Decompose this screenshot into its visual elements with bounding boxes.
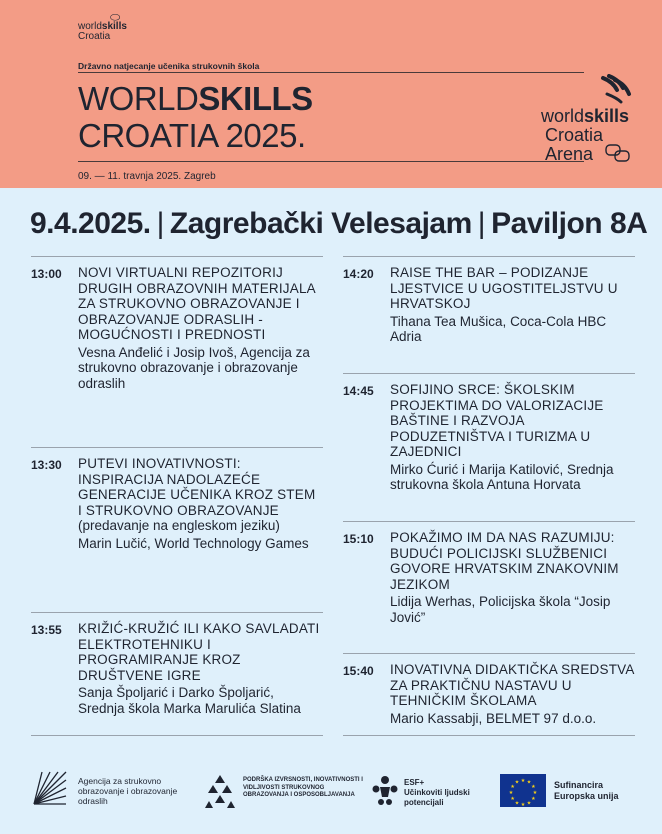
schedule-time: 13:30 — [31, 458, 62, 472]
event-title-line1: WORLDSKILLS — [78, 80, 313, 117]
svg-text:★: ★ — [514, 800, 520, 807]
talk-title: POKAŽIMO IM DA NAS RAZUMIJU: BUDUĆI POLICIJSKI SLUŽBENICI GOVORE HRVATSKIM ZNAKOVNIM JEZIKOM — [390, 530, 619, 592]
talk-title: INOVATIVNA DIDAKTIČKA SREDSTVA ZA PRAKTIČNU NASTAVU U TEHNIČKIM ŠKOLAMA — [390, 662, 634, 708]
event-title-line2: CROATIA 2025. — [78, 117, 306, 154]
talk-speaker: Mario Kassabji, BELMET 97 d.o.o. — [390, 710, 597, 726]
worldskills-bird-icon — [599, 74, 635, 104]
schedule-right-column — [343, 256, 635, 762]
worldskills-bird-icon: ⬭ — [110, 10, 121, 24]
svg-text:★: ★ — [526, 800, 532, 807]
schedule-time: 14:20 — [343, 267, 374, 281]
support-text: PODRŠKA IZVRSNOSTI, INOVATIVNOSTI I VIDLJIVOSTI STRUKOVNOG OBRAZOVANJA I OSPOSOBLJAVANJA — [243, 777, 363, 798]
schedule-time: 15:40 — [343, 664, 374, 678]
svg-text:★: ★ — [510, 796, 515, 802]
talk-title: RAISE THE BAR – PODIZANJE LJESTVICE U UGOSTITELJSTVU U HRVATSKOJ — [390, 265, 618, 311]
asoo-sunburst-icon — [30, 770, 68, 808]
esf-title: ESF+ — [404, 778, 425, 787]
svg-text:★: ★ — [526, 779, 532, 786]
talk-speaker: Marin Lučić, World Technology Games — [78, 535, 309, 551]
schedule-item — [343, 653, 635, 762]
event-dates: 09. — 11. travnja 2025. Zagreb — [78, 171, 216, 182]
svg-text:★: ★ — [510, 784, 515, 790]
schedule-item — [31, 612, 323, 751]
svg-text:★: ★ — [508, 790, 514, 796]
esf-subtitle: Učinkoviti ljudski potencijali — [404, 788, 470, 807]
schedule-item — [343, 256, 635, 373]
talk-speaker: Vesna Anđelić i Josip Ivoš, Agencija za strukovno obrazovanje i obrazovanje odraslih — [78, 344, 310, 391]
talk-speaker: Tihana Tea Mušica, Coca-Cola HBC Adria — [390, 313, 607, 344]
svg-text:★: ★ — [520, 802, 526, 807]
svg-text:★: ★ — [531, 784, 536, 790]
esf-people-icon — [372, 775, 398, 807]
svg-text:★: ★ — [514, 779, 520, 786]
svg-text:★: ★ — [532, 790, 538, 796]
venue-line: 9.4.2025. | Zagrebački Velesajam | Paviljon 8A — [30, 207, 648, 240]
venue-hall: Paviljon 8A — [491, 207, 648, 240]
talk-speaker: Lidija Werhas, Policijska škola “Josip Jović” — [390, 594, 611, 625]
talk-title: PUTEVI INOVATIVNOSTI: INSPIRACIJA NADOLAZEĆE GENERACIJE UČENIKA KROZ STEM I STRUKOVNO OBRAZOVANJE — [78, 456, 316, 518]
header-divider-top — [78, 72, 584, 73]
talk-speaker: Sanja Špoljarić i Darko Špoljarić, Srednja škola Marka Marulića Slatina — [78, 685, 301, 716]
schedule-item — [31, 256, 323, 447]
header-banner: ⬭ worldskills Croatia Državno natjecanje učenika strukovnih škola WORLDSKILLS CROATIA 2025. 09. — 11. travnja 2025. Zagreb worldskills Croatia Arena — [0, 0, 662, 188]
schedule-item — [343, 373, 635, 521]
schedule-time: 13:00 — [31, 267, 62, 281]
schedule-item — [31, 447, 323, 612]
worldskills-croatia-logo-small: ⬭ worldskills Croatia — [78, 10, 127, 42]
schedule-end-line-right — [343, 735, 635, 736]
asoo-text: Agencija za strukovno obrazovanje i obrazovanje odraslih — [78, 776, 178, 806]
schedule-left-column — [31, 256, 323, 751]
talk-note: (predavanje na engleskom jeziku) — [78, 518, 280, 533]
schedule-end-line-left — [31, 735, 323, 736]
event-date: 9.4.2025. — [30, 207, 151, 240]
venue-place: Zagrebački Velesajam — [169, 207, 472, 240]
svg-text:★: ★ — [520, 778, 526, 784]
schedule-time: 13:55 — [31, 623, 62, 637]
talk-speaker: Mirko Ćurić i Marija Katilović, Srednja strukovna škola Antuna Horvata — [390, 461, 614, 492]
state-competition-label: Državno natjecanje učenika strukovnih škola — [78, 61, 260, 71]
chat-bubbles-icon — [605, 144, 631, 164]
header-divider-bottom — [78, 161, 584, 162]
svg-text:★: ★ — [531, 796, 536, 802]
talk-title: NOVI VIRTUALNI REPOZITORIJ DRUGIH OBRAZOVNIH MATERIJALA ZA STRUKOVNO OBRAZOVANJE I OBRAZOVANJE ODRASLIH - MOGUĆNOSTI I PREDNOSTI — [78, 265, 316, 342]
triangles-icon — [205, 775, 235, 811]
eu-text: Sufinancira Europska unija — [554, 780, 619, 801]
schedule-time: 15:10 — [343, 532, 374, 546]
talk-title: KRIŽIĆ-KRUŽIĆ ILI KAKO SAVLADATI ELEKTROTEHNIKU I PROGRAMIRANJE KROZ DRUŠTVENE IGRE — [78, 621, 320, 683]
eu-flag-icon — [500, 774, 546, 807]
talk-title: SOFIJINO SRCE: ŠKOLSKIM PROJEKTIMA DO VALORIZACIJE BAŠTINE I RAZVOJA PODUZETNIŠTVA I TURIZMA U ZAJEDNICI — [390, 382, 604, 459]
schedule-item — [343, 521, 635, 653]
schedule-time: 14:45 — [343, 384, 374, 398]
